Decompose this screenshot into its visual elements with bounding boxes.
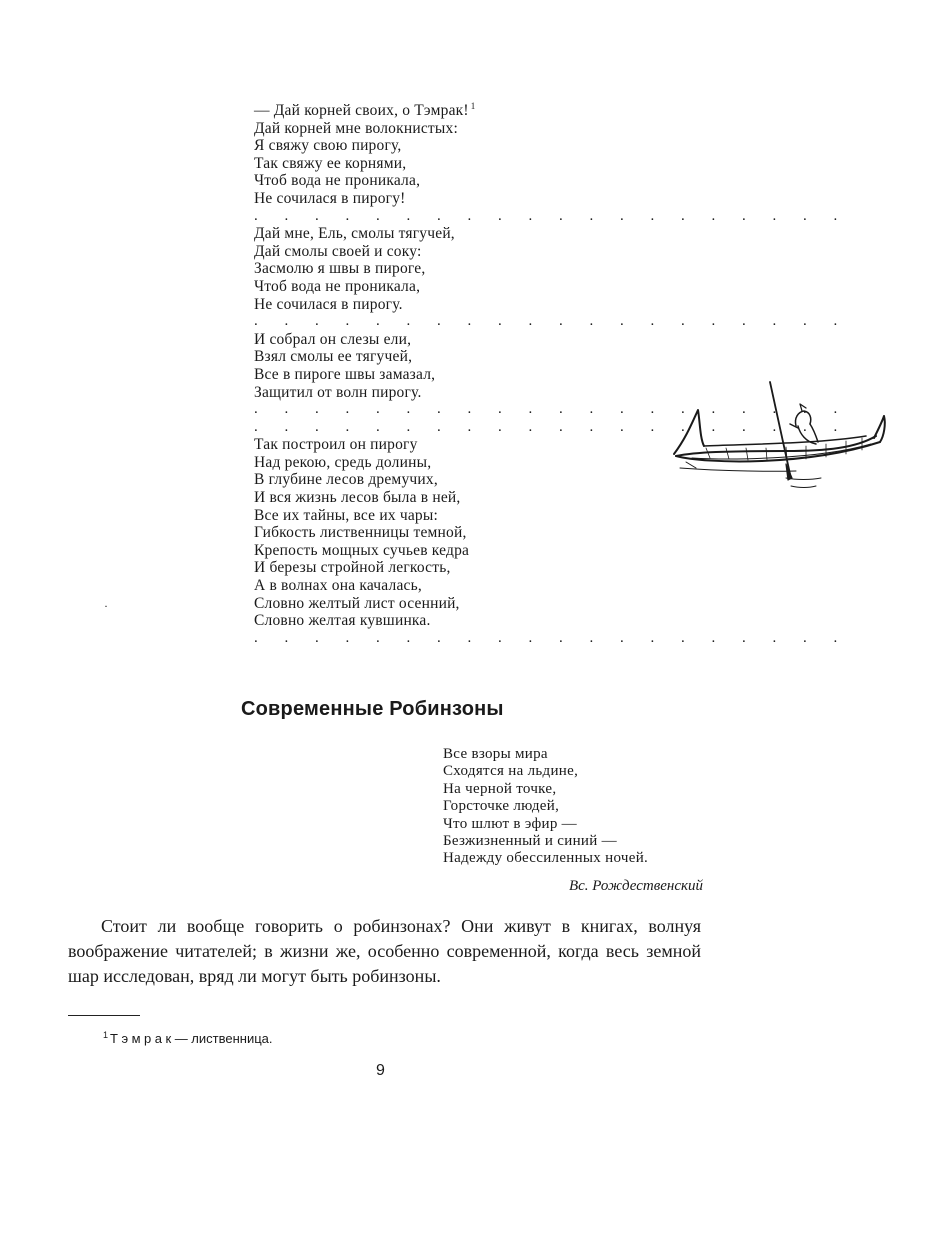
- footnote-divider: [68, 1015, 140, 1016]
- ellipsis-row: . . . . . . . . . . . . . . . . . . . .: [254, 207, 849, 224]
- poem-line: Все в пироге швы замазал,: [254, 365, 436, 383]
- poem-line: Так свяжу ее корнями,: [254, 154, 407, 172]
- ellipsis-row: . . . . . . . . . . . . . . . . . . . .: [254, 418, 849, 435]
- poem-line: Все их тайны, все их чары:: [254, 506, 438, 524]
- poem-line: Чтоб вода не проникала,: [254, 172, 421, 190]
- section-heading: Современные Робинзоны: [241, 698, 504, 720]
- epigraph-line: Надежду обессиленных ночей.: [443, 850, 649, 867]
- epigraph: [443, 746, 708, 868]
- poem-line: Крепость мощных сучьев кедра: [254, 541, 470, 559]
- poem-line: И собрал он слезы ели,: [254, 330, 412, 348]
- poem-line: Я свяжу свою пирогу,: [254, 137, 402, 155]
- footnote: [103, 1027, 273, 1047]
- poem-stanza-3: [254, 331, 614, 401]
- poem-line: А в волнах она качалась,: [254, 577, 422, 595]
- poem-stanza-4: [254, 436, 614, 630]
- poem-line: Гибкость лиственницы темной,: [254, 524, 467, 542]
- poem: [254, 98, 849, 647]
- ellipsis-row: . . . . . . . . . . . . . . . . . . . .: [254, 629, 849, 646]
- poem-line: Взял смолы ее тягучей,: [254, 348, 413, 366]
- poem-line: Дай мне, Ель, смолы тягучей,: [254, 225, 455, 243]
- poem-line: Дай корней мне волокнистых:: [254, 119, 458, 137]
- poem-line: И березы стройной легкость,: [254, 559, 451, 577]
- ellipsis-row: . . . . . . . . . . . . . . . . . . . .: [254, 401, 849, 418]
- epigraph-author: Вс. Рождественский: [568, 878, 703, 894]
- canoe-with-paddler-illustration: [666, 378, 896, 498]
- epigraph-line: Все взоры мира: [443, 746, 548, 762]
- poem-line: Не сочилася в пирогу.: [254, 295, 403, 313]
- poem-line: Защитил от волн пирогу.: [254, 383, 422, 401]
- footnote-definition: — лиственница.: [174, 1031, 273, 1046]
- poem-line: И вся жизнь лесов была в ней,: [254, 489, 461, 507]
- ellipsis-row: . . . . . . . . . . . . . . . . . . . .: [254, 313, 849, 330]
- poem-line: Засмолю я швы в пироге,: [254, 260, 426, 278]
- footnote-number: 1: [103, 1030, 109, 1040]
- epigraph-line: Горсточке людей,: [443, 798, 560, 815]
- poem-line: В глубине лесов дремучих,: [254, 471, 438, 489]
- poem-line: Так построил он пирогу: [254, 436, 418, 454]
- footnote-reference: 1: [470, 101, 476, 111]
- poem-line: — Дай корней своих, о Тэмрак! $^1$: [254, 101, 476, 119]
- epigraph-line: Что шлют в эфир —: [443, 815, 577, 832]
- poem-line: Над рекою, средь долины,: [254, 453, 432, 471]
- poem-line: Чтоб вода не проникала,: [254, 277, 421, 295]
- poem-line: Словно желтый лист осенний,: [254, 594, 460, 612]
- epigraph-line: Безжизненный и синий —: [443, 833, 617, 850]
- poem-line: Не сочилася в пирогу!: [254, 189, 406, 207]
- poem-stanza-1: [254, 98, 614, 208]
- epigraph-line: На черной точке,: [443, 780, 557, 797]
- body-paragraph: Стоит ли вообще говорить о робинзонах? Они живут в книгах, волнуя воображение читателей; в жизни же, особенно современной, когда весь земной шар исследован, вряд ли могут быть робинзоны.: [68, 916, 701, 987]
- print-speck: ·: [104, 599, 108, 613]
- page-number: 9: [376, 1062, 385, 1079]
- epigraph-line: Сходятся на льдине,: [443, 763, 579, 780]
- poem-line: Дай смолы своей и соку:: [254, 242, 422, 260]
- poem-stanza-2: [254, 225, 614, 313]
- poem-line: Словно желтая кувшинка.: [254, 612, 431, 630]
- footnote-term: Тэмрак: [110, 1031, 175, 1046]
